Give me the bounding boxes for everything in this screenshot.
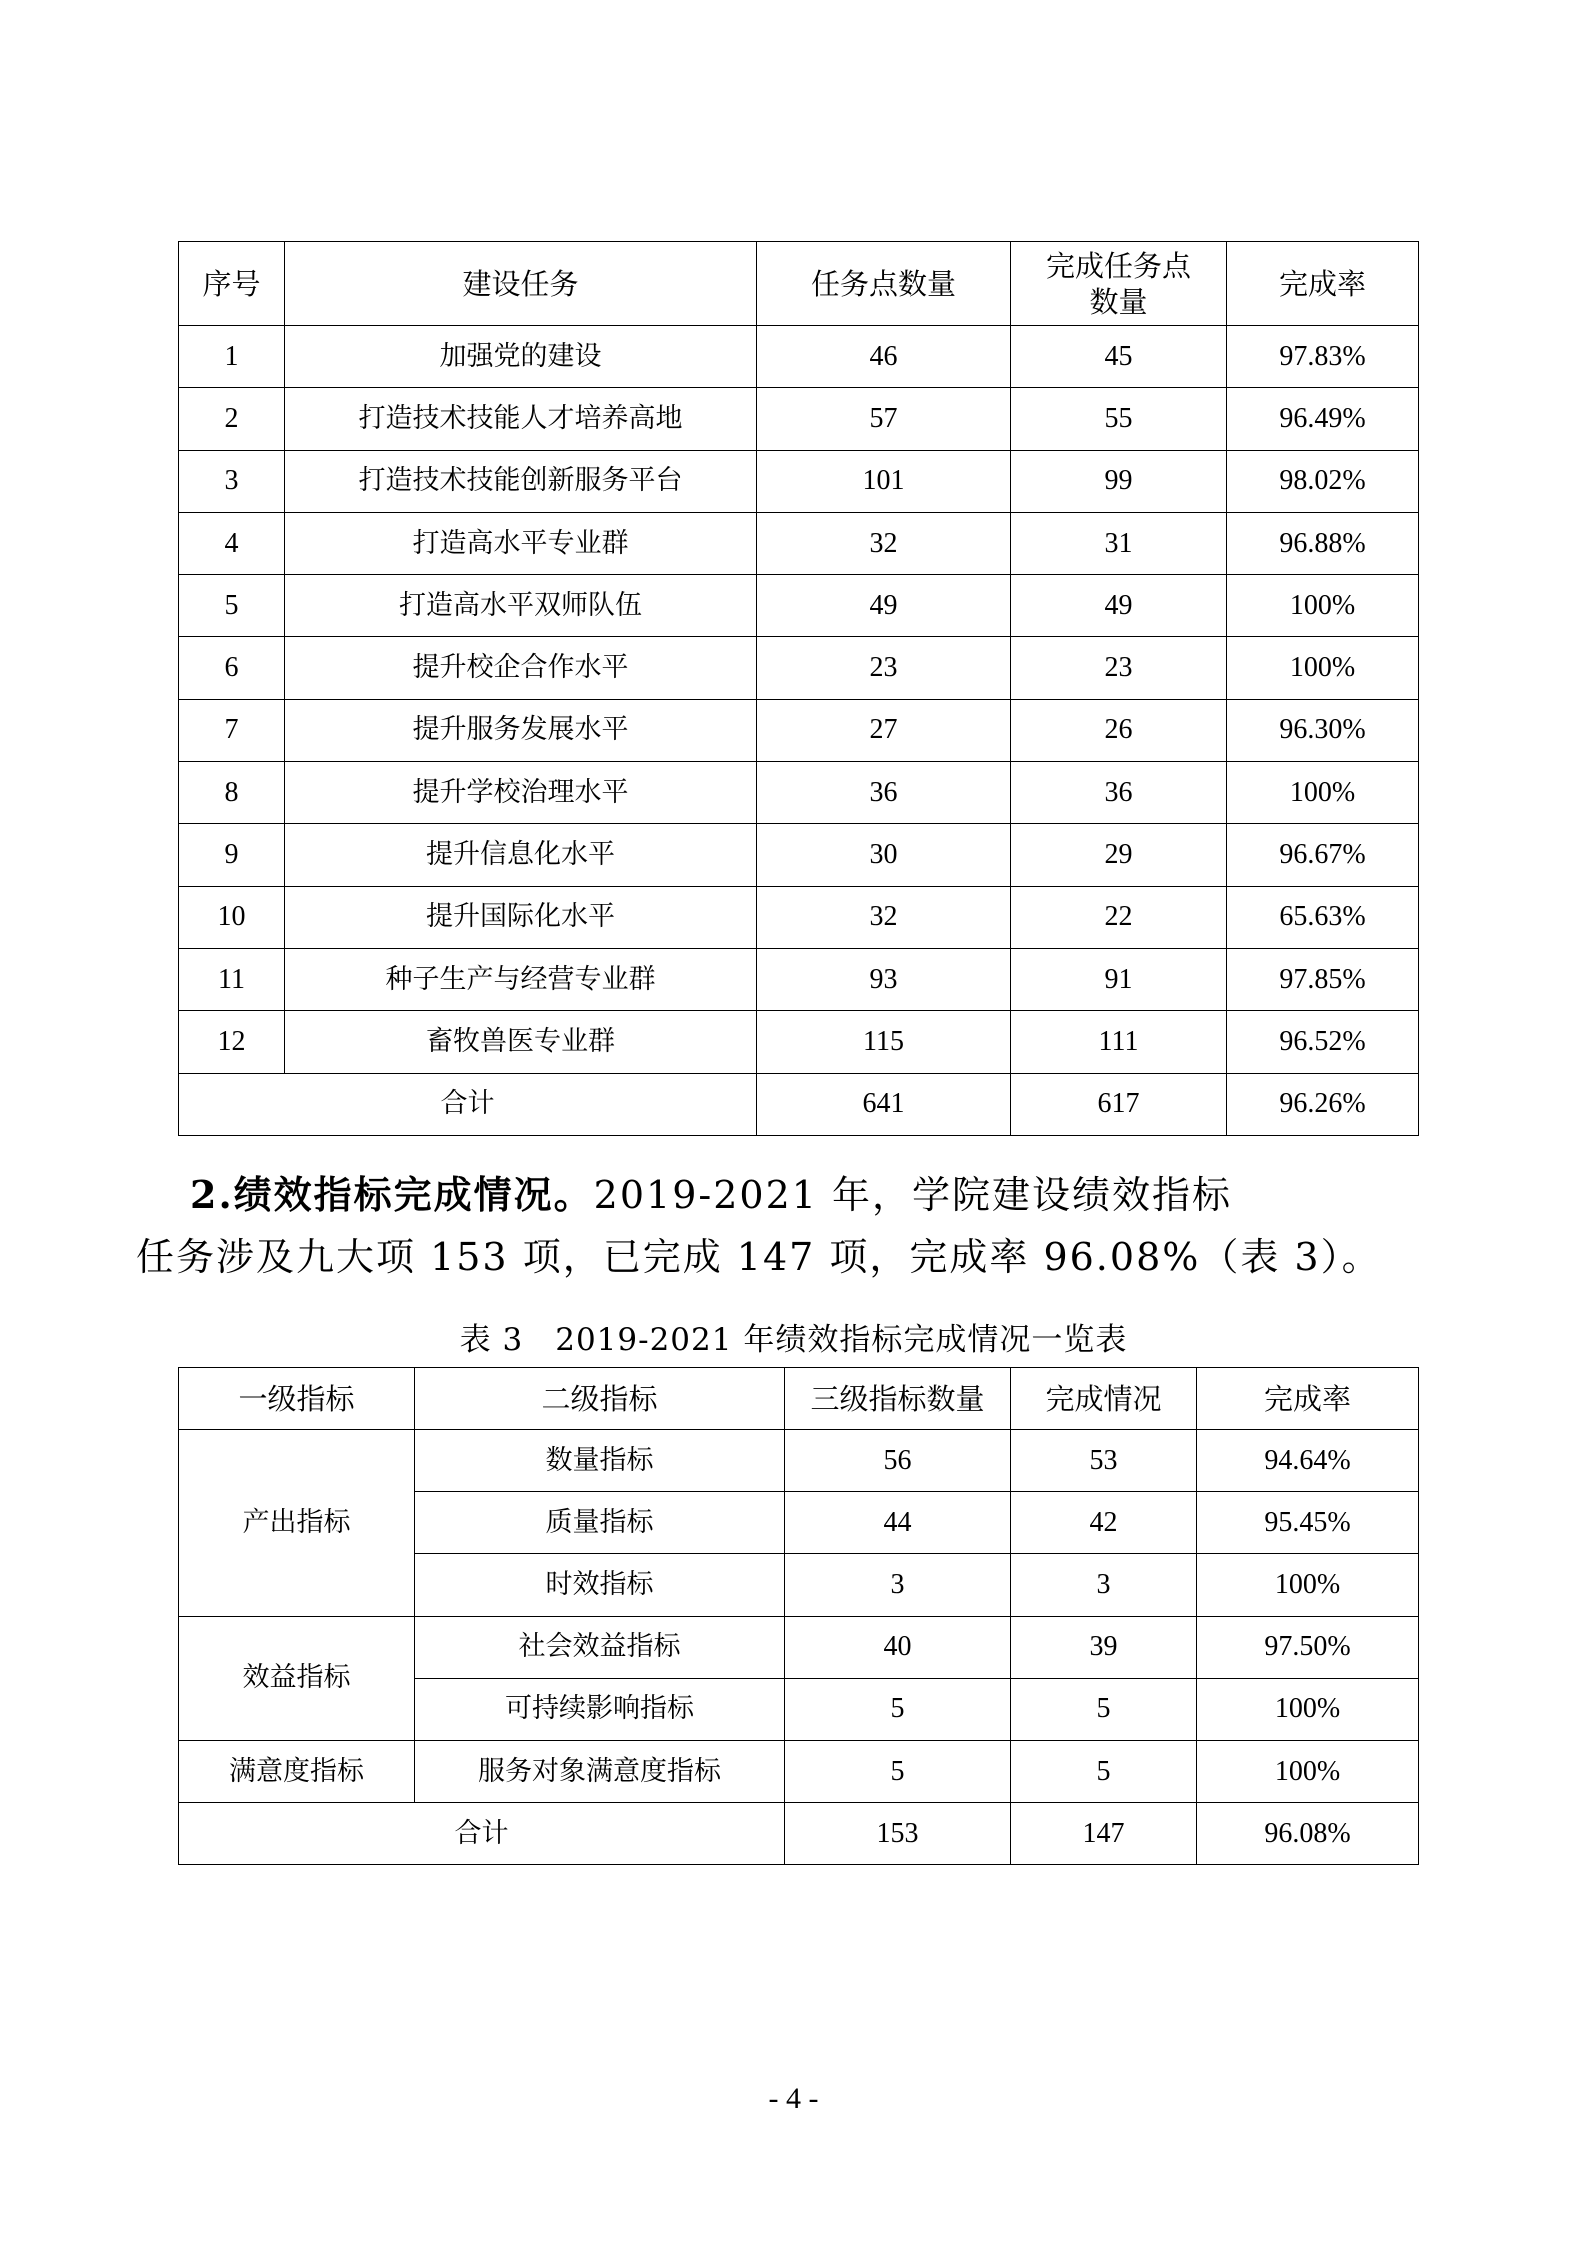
row-index: 8	[179, 762, 285, 824]
paragraph-line-2: 任务涉及九大项 153 项，已完成 147 项，完成率 96.08%（表 3）。	[136, 1235, 1382, 1279]
row-level2: 服务对象满意度指标	[415, 1740, 785, 1802]
row-count: 3	[785, 1554, 1011, 1616]
table-row	[179, 512, 1419, 574]
table-row	[179, 1430, 1419, 1492]
row-rate: 96.30%	[1227, 699, 1419, 761]
table-row	[179, 388, 1419, 450]
row-index: 5	[179, 575, 285, 637]
row-index: 11	[179, 948, 285, 1010]
header-status: 完成情况	[1011, 1368, 1197, 1430]
row-level1: 效益指标	[179, 1616, 415, 1740]
row-count: 93	[757, 948, 1011, 1010]
table-row	[179, 762, 1419, 824]
table-header-row	[179, 242, 1419, 326]
total-rate: 96.08%	[1197, 1803, 1419, 1865]
header-task: 建设任务	[285, 242, 757, 326]
row-rate: 65.63%	[1227, 886, 1419, 948]
row-level2: 社会效益指标	[415, 1616, 785, 1678]
table-row	[179, 1616, 1419, 1678]
row-rate: 100%	[1197, 1678, 1419, 1740]
row-index: 7	[179, 699, 285, 761]
row-index: 4	[179, 512, 285, 574]
row-done: 5	[1011, 1678, 1197, 1740]
row-done: 3	[1011, 1554, 1197, 1616]
row-rate: 97.85%	[1227, 948, 1419, 1010]
total-count: 153	[785, 1803, 1011, 1865]
row-count: 115	[757, 1011, 1011, 1073]
total-label: 合计	[179, 1073, 757, 1135]
row-done: 49	[1011, 575, 1227, 637]
row-rate: 96.67%	[1227, 824, 1419, 886]
row-count: 32	[757, 512, 1011, 574]
row-done: 39	[1011, 1616, 1197, 1678]
row-level1: 产出指标	[179, 1430, 415, 1617]
header-level2: 二级指标	[415, 1368, 785, 1430]
row-rate: 97.50%	[1197, 1616, 1419, 1678]
row-done: 99	[1011, 450, 1227, 512]
table-row	[179, 1740, 1419, 1802]
row-count: 30	[757, 824, 1011, 886]
table-row	[179, 824, 1419, 886]
row-level2: 质量指标	[415, 1492, 785, 1554]
header-completed-line1: 完成任务点	[1045, 248, 1191, 283]
row-done: 31	[1011, 512, 1227, 574]
header-level1: 一级指标	[179, 1368, 415, 1430]
row-rate: 96.49%	[1227, 388, 1419, 450]
row-done: 23	[1011, 637, 1227, 699]
row-task: 加强党的建设	[285, 326, 757, 388]
row-count: 40	[785, 1616, 1011, 1678]
row-rate: 94.64%	[1197, 1430, 1419, 1492]
performance-indicators-table	[178, 1367, 1419, 1865]
row-count: 5	[785, 1740, 1011, 1802]
row-index: 1	[179, 326, 285, 388]
row-count: 44	[785, 1492, 1011, 1554]
header-completion-rate: 完成率	[1227, 242, 1419, 326]
row-rate: 100%	[1197, 1740, 1419, 1802]
row-count: 49	[757, 575, 1011, 637]
row-rate: 100%	[1197, 1554, 1419, 1616]
row-task: 提升信息化水平	[285, 824, 757, 886]
row-task: 打造技术技能创新服务平台	[285, 450, 757, 512]
row-rate: 100%	[1227, 575, 1419, 637]
row-done: 22	[1011, 886, 1227, 948]
total-done: 147	[1011, 1803, 1197, 1865]
row-done: 29	[1011, 824, 1227, 886]
row-rate: 97.83%	[1227, 326, 1419, 388]
table-row	[179, 326, 1419, 388]
row-task: 打造技术技能人才培养高地	[285, 388, 757, 450]
total-rate: 96.26%	[1227, 1073, 1419, 1135]
row-done: 36	[1011, 762, 1227, 824]
row-count: 101	[757, 450, 1011, 512]
total-label: 合计	[179, 1803, 785, 1865]
row-done: 55	[1011, 388, 1227, 450]
table-total-row	[179, 1073, 1419, 1135]
table-header-row	[179, 1368, 1419, 1430]
row-count: 57	[757, 388, 1011, 450]
performance-paragraph	[136, 1164, 1418, 1288]
header-level3-count: 三级指标数量	[785, 1368, 1011, 1430]
row-count: 27	[757, 699, 1011, 761]
construction-tasks-body	[179, 326, 1419, 1074]
header-completed-line2: 数量	[1089, 284, 1148, 319]
construction-tasks-table	[178, 241, 1419, 1136]
header-completed-count	[1011, 242, 1227, 326]
table-row	[179, 948, 1419, 1010]
row-rate: 96.52%	[1227, 1011, 1419, 1073]
row-count: 23	[757, 637, 1011, 699]
row-count: 46	[757, 326, 1011, 388]
row-level2: 时效指标	[415, 1554, 785, 1616]
row-task: 提升学校治理水平	[285, 762, 757, 824]
row-done: 91	[1011, 948, 1227, 1010]
table-total-row	[179, 1803, 1419, 1865]
row-done: 26	[1011, 699, 1227, 761]
row-count: 5	[785, 1678, 1011, 1740]
row-level2: 数量指标	[415, 1430, 785, 1492]
header-completion-rate: 完成率	[1197, 1368, 1419, 1430]
header-task-count: 任务点数量	[757, 242, 1011, 326]
row-index: 10	[179, 886, 285, 948]
total-done: 617	[1011, 1073, 1227, 1135]
paragraph-lead: 2.绩效指标完成情况。	[190, 1172, 594, 1217]
row-rate: 96.88%	[1227, 512, 1419, 574]
row-rate: 95.45%	[1197, 1492, 1419, 1554]
row-task: 提升国际化水平	[285, 886, 757, 948]
row-index: 3	[179, 450, 285, 512]
paragraph-line-1	[190, 1164, 1418, 1226]
row-task: 打造高水平专业群	[285, 512, 757, 574]
performance-indicators-body	[179, 1430, 1419, 1803]
row-task: 种子生产与经营专业群	[285, 948, 757, 1010]
row-index: 2	[179, 388, 285, 450]
row-index: 12	[179, 1011, 285, 1073]
row-index: 9	[179, 824, 285, 886]
total-count: 641	[757, 1073, 1011, 1135]
row-rate: 100%	[1227, 762, 1419, 824]
row-count: 56	[785, 1430, 1011, 1492]
table-row	[179, 1011, 1419, 1073]
row-task: 畜牧兽医专业群	[285, 1011, 757, 1073]
row-rate: 98.02%	[1227, 450, 1419, 512]
row-count: 36	[757, 762, 1011, 824]
table-row	[179, 886, 1419, 948]
table-row	[179, 450, 1419, 512]
page-number: - 4 -	[768, 2082, 819, 2115]
table-row	[179, 575, 1419, 637]
row-done: 42	[1011, 1492, 1197, 1554]
row-done: 111	[1011, 1011, 1227, 1073]
row-count: 32	[757, 886, 1011, 948]
row-done: 5	[1011, 1740, 1197, 1802]
table-row	[179, 637, 1419, 699]
paragraph-line1-text: 2019-2021 年，学院建设绩效指标	[593, 1173, 1233, 1217]
row-task: 打造高水平双师队伍	[285, 575, 757, 637]
table-row	[179, 699, 1419, 761]
row-level2: 可持续影响指标	[415, 1678, 785, 1740]
header-index: 序号	[179, 242, 285, 326]
row-done: 53	[1011, 1430, 1197, 1492]
row-level1: 满意度指标	[179, 1740, 415, 1802]
row-task: 提升服务发展水平	[285, 699, 757, 761]
row-rate: 100%	[1227, 637, 1419, 699]
row-index: 6	[179, 637, 285, 699]
row-task: 提升校企合作水平	[285, 637, 757, 699]
row-done: 45	[1011, 326, 1227, 388]
table3-caption: 表 3 2019-2021 年绩效指标完成情况一览表	[459, 1322, 1128, 1358]
